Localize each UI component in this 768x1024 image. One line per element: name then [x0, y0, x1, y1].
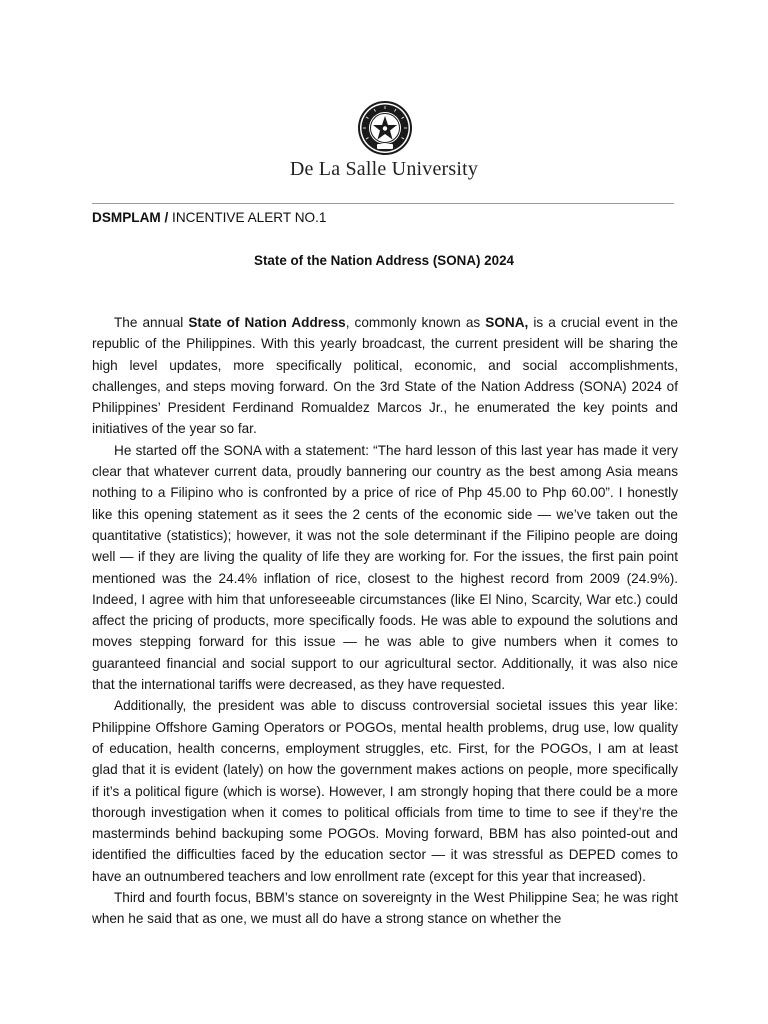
header-divider	[92, 203, 674, 204]
paragraph-1-text-c: is a crucial event in the republic of the Philippines. With this yearly broadcast, the current president will be sharing the high level updates, more specifically political, economic, and social accomplishments, challenges, and steps moving forward. On the 3rd State of the Nation Address (SONA) 2024 of Philippines’ President Ferdinand Romualdez Marcos Jr., he enumerated the key points and initiatives of the year so far.	[92, 315, 678, 437]
paragraph-3: Additionally, the president was able to discuss controversial societal issues this year like: Philippine Offshore Gaming Operators or POGOs, mental health problems, drug use, low quality of education, health concerns, employment struggles, etc. First, for the POGOs, I am at least glad that it is evident (lately) on how the government makes actions on people, more specifically if it’s a political figure (which is worse). However, I am strongly hoping that there could be a more thorough investigation when it comes to political officials from time to time to see if they’re the masterminds behind backuping some POGOs. Moving forward, BBM has also pointed-out and identified the difficulties faced by the education sector — it was stressful as DEPED comes to have an outnumbered teachers and low enrollment rate (except for this year that increased).	[92, 698, 678, 884]
university-seal-icon	[357, 100, 413, 156]
document-body	[92, 312, 678, 930]
paragraph-4: Third and fourth focus, BBM’s stance on sovereignty in the West Philippine Sea; he was right when he said that as one, we must all do have a strong stance on whether the	[92, 890, 678, 927]
paragraph-1	[92, 312, 678, 440]
paragraph-1-bold-a: State of Nation Address	[188, 315, 346, 330]
seal-graphic	[357, 100, 413, 156]
document-code-label: INCENTIVE ALERT NO.1	[168, 210, 327, 225]
university-name: De La Salle University	[289, 158, 479, 180]
document-code	[92, 210, 326, 225]
paragraph-1-bold-b: SONA,	[485, 315, 529, 330]
document-title: State of the Nation Address (SONA) 2024	[254, 253, 514, 268]
document-code-prefix: DSMPLAM /	[92, 210, 169, 225]
paragraph-1-text-b: , commonly known as	[345, 315, 486, 330]
paragraph-2: He started off the SONA with a statement: “The hard lesson of this last year has made it very clear that whatever current data, proudly bannering our country as the best among Asia means nothing to a Filipino who is confronted by a price of rice of Php 45.00 to Php 60.00”. I honestly like this opening statement as it sees the 2 cents of the economic side — we’ve taken out the quantitative (statistics); however, it was not the sole determinant if the Filipino people are doing well — if they are living the quality of life they are working for. For the issues, the first pain point mentioned was the 24.4% inflation of rice, closest to the highest record from 2009 (24.9%). Indeed, I agree with him that unforeseeable circumstances (like El Nino, Scarcity, War etc.) could affect the pricing of products, more specifically foods. He was able to expound the solutions and moves stepping forward for this issue — he was able to give numbers when it comes to guaranteed financial and social support to our agricultural sector. Additionally, it was also nice that the international tariffs were decreased, as they have requested.	[92, 442, 678, 693]
paragraph-1-text-a: The annual	[114, 315, 189, 330]
